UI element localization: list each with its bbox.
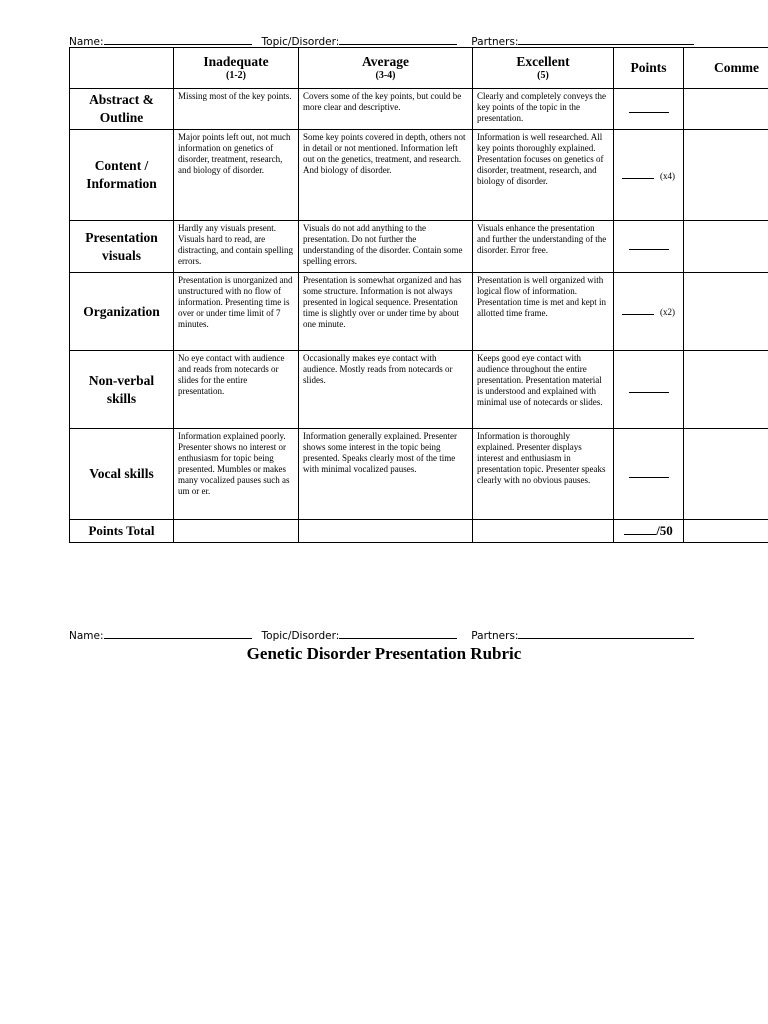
points-cell[interactable] bbox=[614, 130, 684, 221]
comments-cell[interactable] bbox=[684, 130, 768, 221]
table-row bbox=[70, 89, 768, 130]
cell-average: Some key points covered in depth, others not in detail or not mentioned. Information left out on the genetics, treatment, and research. And biology of disorder. bbox=[299, 130, 473, 221]
excellent-range: (5) bbox=[537, 70, 549, 81]
average-label: Average bbox=[362, 54, 409, 69]
cell-excellent: Information is thoroughly explained. Presenter displays interest and enthusiasm in presentation topic. Presenter speaks clearly with no obvious pauses. bbox=[473, 429, 614, 520]
comments-cell[interactable] bbox=[684, 273, 768, 351]
cell-average: Visuals do not add anything to the presentation. Do not further the understanding of the disorder. Contain some spelling errors. bbox=[299, 221, 473, 273]
column-average bbox=[299, 48, 473, 89]
partners-label: Partners: bbox=[471, 630, 519, 642]
table-row bbox=[70, 221, 768, 273]
topic-field[interactable] bbox=[339, 34, 457, 45]
comments-cell[interactable] bbox=[684, 429, 768, 520]
points-total-cell[interactable] bbox=[614, 520, 684, 543]
topic-field[interactable] bbox=[339, 628, 457, 639]
cell-inadequate: Information explained poorly. Presenter shows no interest or enthusiasm for topic being presented. Mumbles or makes many vocalized pauses such as um or er. bbox=[174, 429, 299, 520]
points-total-label: Points Total bbox=[70, 520, 174, 543]
cell-average: Presentation is somewhat organized and has some structure. Information is not always presented in logical sequence. Presentation time is slightly over or under time by about one minute. bbox=[299, 273, 473, 351]
topic-label: Topic/Disorder: bbox=[261, 630, 340, 642]
inadequate-label: Inadequate bbox=[203, 54, 269, 69]
points-cell[interactable] bbox=[614, 351, 684, 429]
points-blank[interactable] bbox=[629, 103, 669, 113]
name-field[interactable] bbox=[104, 34, 252, 45]
excellent-label: Excellent bbox=[516, 54, 570, 69]
table-row bbox=[70, 273, 768, 351]
points-cell[interactable] bbox=[614, 429, 684, 520]
cell-average: Information generally explained. Presenter shows some interest in the topic being presented. Speaks clearly most of the time with minimal vocalized pauses. bbox=[299, 429, 473, 520]
column-excellent bbox=[473, 48, 614, 89]
cell-excellent: Visuals enhance the presentation and further the understanding of the disorder. Error free. bbox=[473, 221, 614, 273]
cell-excellent: Presentation is well organized with logical flow of information. Presentation time is met and kept in allotted time frame. bbox=[473, 273, 614, 351]
empty-cell bbox=[299, 520, 473, 543]
cell-inadequate: Hardly any visuals present. Visuals hard to read, are distracting, and contain spelling errors. bbox=[174, 221, 299, 273]
points-cell[interactable] bbox=[614, 89, 684, 130]
comments-cell[interactable] bbox=[684, 89, 768, 130]
comments-cell[interactable] bbox=[684, 351, 768, 429]
name-field[interactable] bbox=[104, 628, 252, 639]
category-abstract: Abstract & Outline bbox=[70, 89, 174, 130]
category-organization: Organization bbox=[70, 273, 174, 351]
multiplier: (x4) bbox=[660, 170, 675, 181]
comments-cell[interactable] bbox=[684, 221, 768, 273]
table-row bbox=[70, 130, 768, 221]
multiplier: (x2) bbox=[660, 307, 675, 317]
total-blank[interactable] bbox=[624, 525, 656, 535]
table-row bbox=[70, 429, 768, 520]
second-header-fields bbox=[69, 628, 694, 642]
cell-excellent: Keeps good eye contact with audience throughout the entire presentation. Presentation material is understood and explained with minimal use of notecards or slides. bbox=[473, 351, 614, 429]
points-cell[interactable] bbox=[614, 221, 684, 273]
column-comments: Comme bbox=[684, 48, 768, 89]
name-label: Name: bbox=[69, 630, 104, 642]
points-cell[interactable] bbox=[614, 273, 684, 351]
name-label: Name: bbox=[69, 36, 104, 48]
cell-inadequate: Missing most of the key points. bbox=[174, 89, 299, 130]
points-total-value: /50 bbox=[656, 522, 673, 538]
category-vocal: Vocal skills bbox=[70, 429, 174, 520]
cell-inadequate: No eye contact with audience and reads from notecards or slides for the entire presentation. bbox=[174, 351, 299, 429]
cell-excellent: Information is well researched. All key points thoroughly explained. Presentation focuses on genetics of disorder, treatment, research, and biology of disorder. bbox=[473, 130, 614, 221]
header-fields bbox=[69, 34, 694, 48]
empty-cell bbox=[174, 520, 299, 543]
cell-inadequate: Major points left out, not much information on genetics of disorder, treatment, research, and biology of disorder. bbox=[174, 130, 299, 221]
header-row bbox=[70, 48, 768, 89]
category-content: Content / Information bbox=[70, 130, 174, 221]
column-points: Points bbox=[614, 48, 684, 89]
comments-cell[interactable] bbox=[684, 520, 768, 543]
cell-inadequate: Presentation is unorganized and unstructured with no flow of information. Presenting time is over or under time limit of 7 minutes. bbox=[174, 273, 299, 351]
partners-label: Partners: bbox=[471, 36, 519, 48]
points-blank[interactable] bbox=[629, 240, 669, 250]
rubric-table bbox=[69, 47, 768, 543]
partners-field[interactable] bbox=[518, 34, 694, 45]
cell-average: Occasionally makes eye contact with audience. Mostly reads from notecards or slides. bbox=[299, 351, 473, 429]
empty-cell bbox=[473, 520, 614, 543]
inadequate-range: (1-2) bbox=[226, 70, 246, 81]
cell-average: Covers some of the key points, but could be more clear and descriptive. bbox=[299, 89, 473, 130]
topic-label: Topic/Disorder: bbox=[261, 36, 340, 48]
category-nonverbal: Non-verbal skills bbox=[70, 351, 174, 429]
points-blank[interactable] bbox=[629, 468, 669, 478]
corner-cell bbox=[70, 48, 174, 89]
table-row bbox=[70, 351, 768, 429]
column-inadequate bbox=[174, 48, 299, 89]
category-visuals: Presentation visuals bbox=[70, 221, 174, 273]
points-blank[interactable] bbox=[622, 169, 654, 179]
cell-excellent: Clearly and completely conveys the key points of the topic in the presentation. bbox=[473, 89, 614, 130]
average-range: (3-4) bbox=[375, 70, 396, 81]
points-blank[interactable] bbox=[622, 305, 654, 315]
points-blank[interactable] bbox=[629, 383, 669, 393]
partners-field[interactable] bbox=[518, 628, 694, 639]
total-row bbox=[70, 520, 768, 543]
page-title: Genetic Disorder Presentation Rubric bbox=[246, 644, 522, 663]
